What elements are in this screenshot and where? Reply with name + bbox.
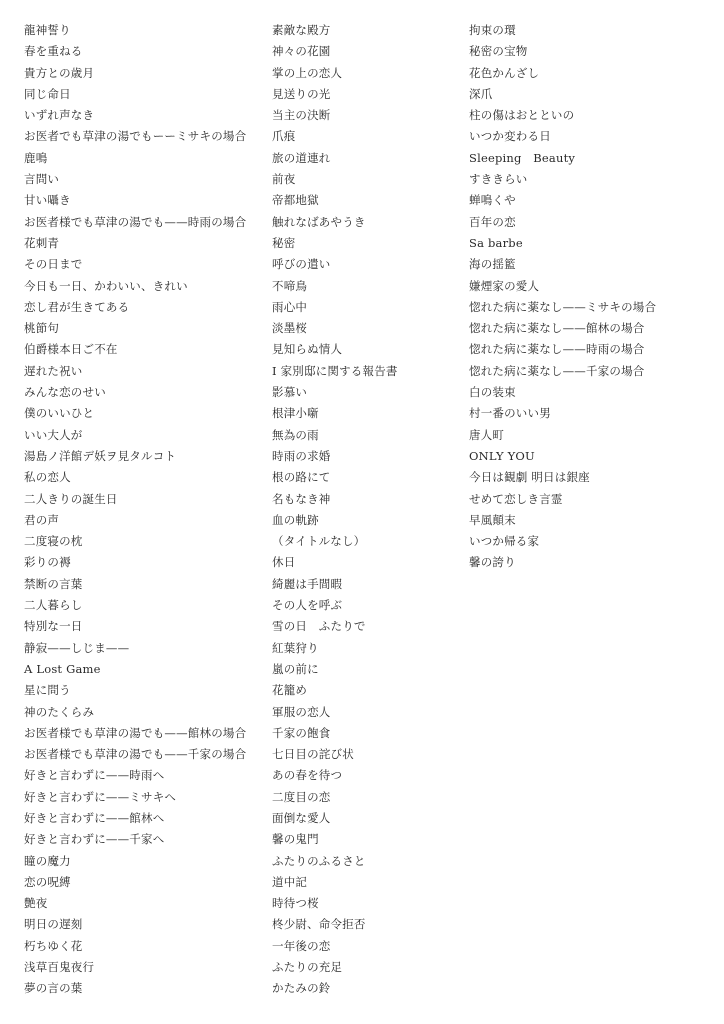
title-list-item: いい大人が xyxy=(24,427,83,442)
title-list-item: 僕のいいひと xyxy=(24,406,95,421)
title-list-item: 春を重ねる xyxy=(24,44,83,59)
title-list-item: 恋の呪縛 xyxy=(24,874,71,889)
title-list-item: 私の恋人 xyxy=(24,470,71,485)
title-list-item: 軍服の恋人 xyxy=(272,704,331,719)
title-list-item: 爪痕 xyxy=(272,129,296,144)
title-list-item: 当主の決断 xyxy=(272,108,331,123)
title-list-item: 君の声 xyxy=(24,512,60,527)
title-list-item: 明日の遅刻 xyxy=(24,917,83,932)
title-column-3 xyxy=(469,20,709,574)
title-list-item: かたみの鈴 xyxy=(272,981,331,996)
title-list-item: お医者様でも草津の湯でも——千家の場合 xyxy=(24,747,247,762)
title-list-item: 花刺青 xyxy=(24,235,60,250)
title-list-item: 休日 xyxy=(272,555,296,570)
title-list-item: 時雨の求婚 xyxy=(272,448,331,463)
title-list-item: 龍神誓り xyxy=(24,23,71,37)
title-list-item: A Lost Game xyxy=(24,661,101,676)
title-list-item: 柱の傷はおとといの xyxy=(469,108,575,123)
title-list-item: 面倒な愛人 xyxy=(272,810,331,825)
title-list-item: 瞳の魔力 xyxy=(24,853,71,868)
title-list-item: 伯爵様本日ご不在 xyxy=(24,342,118,357)
title-list-item: 旅の道連れ xyxy=(272,150,331,165)
title-list-item: 白の装束 xyxy=(469,385,516,400)
title-list-item: 千家の飽食 xyxy=(272,725,331,740)
title-list-item: 湯島ノ洋館デ妖ヲ見タルコト xyxy=(24,448,177,463)
title-list-item: 素敵な殿方 xyxy=(272,23,331,37)
title-column-2 xyxy=(272,20,452,1000)
title-list-item: 彩りの褥 xyxy=(24,555,71,570)
title-list-item: その日まで xyxy=(24,257,83,272)
title-list-item: 名もなき神 xyxy=(272,491,331,506)
title-list-item: 深爪 xyxy=(469,86,493,101)
title-list-item: 不啼鳥 xyxy=(272,278,308,293)
title-list-item: お医者様でも草津の湯でも——館林の場合 xyxy=(24,725,247,740)
title-list-item: 静寂——しじま—— xyxy=(24,640,130,655)
title-list-item: 帝都地獄 xyxy=(272,193,319,208)
title-list-item: 嫌煙家の愛人 xyxy=(469,278,540,293)
title-column-1 xyxy=(24,20,264,1000)
title-list-item: Sa barbe xyxy=(469,235,523,250)
title-list-item: お医者でも草津の湯でもーーミサキの場合 xyxy=(24,129,247,144)
title-list-item: 時待つ桜 xyxy=(272,896,319,911)
title-list-item: 村一番のいい男 xyxy=(469,406,551,421)
title-list-item: 禁断の言葉 xyxy=(24,576,83,591)
title-list-item: 見送りの光 xyxy=(272,86,331,101)
title-list-item: 遅れた祝い xyxy=(24,363,83,378)
title-list-item: 紅葉狩り xyxy=(272,640,319,655)
title-list-item: 二度目の恋 xyxy=(272,789,331,804)
title-list-item: 好きと言わずに——千家へ xyxy=(24,832,165,847)
title-list-item: 恋し君が生きてある xyxy=(24,299,130,314)
title-list-item: いつか変わる日 xyxy=(469,129,551,144)
title-list-item: 艶夜 xyxy=(24,896,48,911)
title-list-item: 言問い xyxy=(24,172,60,187)
title-list-item: 唐人町 xyxy=(469,427,505,442)
title-list-item: 呼びの遣い xyxy=(272,257,331,272)
title-list-item: ふたりの充足 xyxy=(272,960,343,975)
title-list-item: いずれ声なき xyxy=(24,108,95,123)
title-list-item: 蝉鳴くや xyxy=(469,193,516,208)
title-list-item: 根津小噺 xyxy=(272,406,319,421)
title-list-item: 惚れた病に薬なし——ミサキの場合 xyxy=(469,299,657,314)
title-list-item: 二人きりの誕生日 xyxy=(24,491,118,506)
title-list-item: ONLY YOU xyxy=(469,448,535,463)
title-list-item: 掌の上の恋人 xyxy=(272,65,343,80)
title-list-item: 花籠め xyxy=(272,683,308,698)
title-list-item: 浅草百鬼夜行 xyxy=(24,960,95,975)
title-list-item: 淡墨桜 xyxy=(272,321,308,336)
title-list-item: 星に問う xyxy=(24,683,71,698)
title-list-item: せめて恋しき言霊 xyxy=(469,491,563,506)
title-list-item: 海の揺籃 xyxy=(469,257,516,272)
title-list-item: 無為の雨 xyxy=(272,427,319,442)
title-list-item: いつか帰る家 xyxy=(469,534,540,549)
title-list-item: 鹿鳴 xyxy=(24,150,48,165)
title-list-item: 甘い囁き xyxy=(24,193,71,208)
title-list-item: I 家別邸に関する報告書 xyxy=(272,363,398,378)
title-list-item: 神のたくらみ xyxy=(24,704,95,719)
title-list-item: 綺麗は手間暇 xyxy=(272,576,343,591)
title-list-item: 馨の鬼門 xyxy=(272,832,319,847)
title-list-item: 秘密 xyxy=(272,235,296,250)
title-list-item: 拘束の環 xyxy=(469,23,516,37)
title-list-item: 惚れた病に薬なし——千家の場合 xyxy=(469,363,645,378)
title-list-item: 雨心中 xyxy=(272,299,308,314)
title-list-item: ふたりのふるさと xyxy=(272,853,366,868)
title-list-item: 二人暮らし xyxy=(24,598,83,613)
title-list-item: 七日目の詫び状 xyxy=(272,747,354,762)
title-list-item: 根の路にて xyxy=(272,470,331,485)
title-list-item: 見知らぬ情人 xyxy=(272,342,343,357)
title-list-item: 朽ちゆく花 xyxy=(24,938,83,953)
title-list-item: 一年後の恋 xyxy=(272,938,331,953)
title-list-item: 血の軌跡 xyxy=(272,512,319,527)
title-list-item: 好きと言わずに——ミサキへ xyxy=(24,789,177,804)
title-list-item: 花色かんざし xyxy=(469,65,540,80)
title-list-item: 好きと言わずに——館林へ xyxy=(24,810,165,825)
title-list-item: あの春を待つ xyxy=(272,768,343,783)
title-list-item: 前夜 xyxy=(272,172,296,187)
title-list-item: 今日も一日、かわいい、きれい xyxy=(24,278,188,293)
title-list-item: 同じ命日 xyxy=(24,86,71,101)
title-list-item: 触れなばあやうき xyxy=(272,214,366,229)
title-list-item: 道中記 xyxy=(272,874,308,889)
title-list-item: 早風顛末 xyxy=(469,512,516,527)
title-list-item: その人を呼ぶ xyxy=(272,598,343,613)
title-list-item: 馨の誇り xyxy=(469,555,516,570)
title-list-item: 特別な一日 xyxy=(24,619,83,634)
title-list-item: 二度寝の枕 xyxy=(24,534,83,549)
title-list-item: みんな恋のせい xyxy=(24,385,106,400)
title-list-item: 桃節句 xyxy=(24,321,60,336)
title-list-item: 秘密の宝物 xyxy=(469,44,528,59)
title-list-item: 影慕い xyxy=(272,385,308,400)
title-list-item: 惚れた病に薬なし——時雨の場合 xyxy=(469,342,645,357)
title-list-item: 百年の恋 xyxy=(469,214,516,229)
title-list-item: Sleeping Beauty xyxy=(469,150,576,165)
title-list-item: お医者様でも草津の湯でも——時雨の場合 xyxy=(24,214,247,229)
title-list-item: 柊少尉、命令拒否 xyxy=(272,917,366,932)
title-list-item: 惚れた病に薬なし——館林の場合 xyxy=(469,321,645,336)
title-list-item: 今日は観劇 明日は銀座 xyxy=(469,470,590,485)
title-list-item: 貴方との歳月 xyxy=(24,65,95,80)
title-list-item: 嵐の前に xyxy=(272,661,319,676)
title-list-item: すききらい xyxy=(469,172,528,187)
title-list-item: 夢の言の葉 xyxy=(24,981,83,996)
title-list-item: 好きと言わずに——時雨へ xyxy=(24,768,165,783)
title-list-item: 神々の花園 xyxy=(272,44,331,59)
title-list-item: 雪の日 ふたりで xyxy=(272,619,366,634)
title-list-item: （タイトルなし） xyxy=(272,534,366,549)
